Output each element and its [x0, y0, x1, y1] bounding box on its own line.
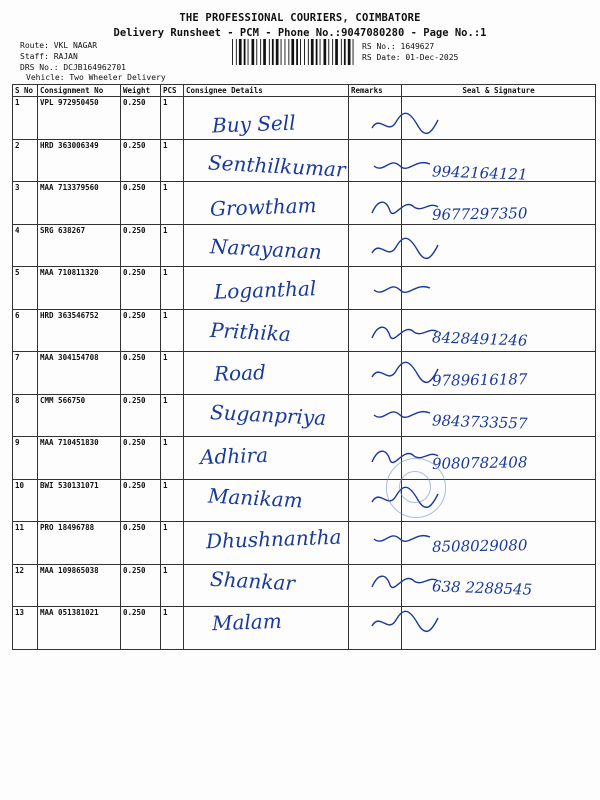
row-sno: 13 [13, 607, 38, 650]
row-pcs: 1 [161, 97, 184, 140]
row-pcs: 1 [161, 309, 184, 352]
consignee-handwritten-name: Growtham [209, 193, 317, 221]
row-sno: 12 [13, 564, 38, 607]
row-consignment-no: MAA 304154708 [38, 352, 121, 395]
row-weight: 0.250 [121, 394, 161, 437]
row-consignment-no: PRO 18496788 [38, 522, 121, 565]
signature-phone-note: 9080782408 [431, 453, 528, 473]
row-weight: 0.250 [121, 182, 161, 225]
rs-number: RS No.: 1649627 [362, 42, 435, 51]
row-sno: 2 [13, 139, 38, 182]
consignee-handwritten-name: Suganpriya [209, 399, 327, 430]
row-pcs: 1 [161, 607, 184, 650]
signature-scribble [370, 401, 440, 431]
company-title: THE PROFESSIONAL COURIERS, COIMBATORE [179, 12, 421, 24]
row-weight: 0.250 [121, 564, 161, 607]
signature-phone-note: 9789616187 [431, 370, 528, 390]
vehicle-label: Vehicle: Two Wheeler Delivery [26, 73, 166, 82]
table-row [13, 607, 596, 650]
signature-scribble [370, 193, 440, 223]
col-sno: S No [13, 85, 38, 97]
consignee-handwritten-name: Adhira [199, 442, 269, 470]
row-weight: 0.250 [121, 437, 161, 480]
row-consignment-no: MAA 109865038 [38, 564, 121, 607]
row-sno: 8 [13, 394, 38, 437]
row-sno: 10 [13, 479, 38, 522]
row-weight: 0.250 [121, 352, 161, 395]
signature-phone-note: 638 2288545 [431, 576, 533, 599]
row-pcs: 1 [161, 522, 184, 565]
company-seal-stamp [386, 458, 446, 518]
row-pcs: 1 [161, 437, 184, 480]
route-label: Route: VKL NAGAR [20, 41, 98, 50]
row-pcs: 1 [161, 352, 184, 395]
consignee-handwritten-name: Buy Sell [211, 110, 296, 138]
row-consignment-no: SRG 638267 [38, 224, 121, 267]
row-weight: 0.250 [121, 139, 161, 182]
consignee-handwritten-name: Road [213, 360, 267, 386]
row-sno: 9 [13, 437, 38, 480]
signature-scribble [370, 152, 440, 182]
row-pcs: 1 [161, 394, 184, 437]
row-weight: 0.250 [121, 267, 161, 310]
row-weight: 0.250 [121, 607, 161, 650]
consignee-handwritten-name: Manikam [207, 483, 304, 512]
consignee-handwritten-name: Dhushnantha [205, 524, 342, 554]
row-pcs: 1 [161, 224, 184, 267]
signature-phone-note: 9843733557 [431, 410, 528, 433]
row-sno: 11 [13, 522, 38, 565]
signature-scribble [370, 525, 440, 555]
row-weight: 0.250 [121, 309, 161, 352]
signature-phone-note: 9677297350 [431, 204, 528, 224]
row-sno: 3 [13, 182, 38, 225]
signature-phone-note: 8428491246 [431, 327, 528, 350]
signature-scribble [370, 359, 440, 389]
row-pcs: 1 [161, 139, 184, 182]
row-weight: 0.250 [121, 97, 161, 140]
col-consignment: Consignment No [38, 85, 121, 97]
table-header-row [13, 85, 596, 97]
row-weight: 0.250 [121, 224, 161, 267]
signature-scribble [370, 318, 440, 348]
row-consignment-no: MAA 051381021 [38, 607, 121, 650]
row-pcs: 1 [161, 479, 184, 522]
consignee-handwritten-name: Shankar [209, 566, 296, 595]
row-sno: 5 [13, 267, 38, 310]
row-consignment-no: MAA 710811320 [38, 267, 121, 310]
row-sno: 7 [13, 352, 38, 395]
consignee-handwritten-name: Prithika [209, 317, 292, 346]
barcode-graphic [232, 39, 358, 65]
staff-label: Staff: RAJAN [20, 52, 78, 61]
row-consignment-no: MAA 713379560 [38, 182, 121, 225]
row-sno: 1 [13, 97, 38, 140]
table-row [13, 97, 596, 140]
row-consignment-no: HRD 363006349 [38, 139, 121, 182]
col-weight: Weight [121, 85, 161, 97]
row-pcs: 1 [161, 182, 184, 225]
row-weight: 0.250 [121, 479, 161, 522]
row-pcs: 1 [161, 267, 184, 310]
col-consignee: Consignee Details [184, 85, 349, 97]
row-weight: 0.250 [121, 522, 161, 565]
row-consignment-no: MAA 710451830 [38, 437, 121, 480]
table-row [13, 479, 596, 522]
signature-scribble [370, 567, 440, 597]
signature-phone-note: 9942164121 [431, 161, 528, 184]
row-consignment-no: VPL 972950450 [38, 97, 121, 140]
signature-scribble [370, 235, 440, 265]
signature-scribble [370, 608, 440, 638]
row-consignment-no: HRD 363546752 [38, 309, 121, 352]
drs-number: DRS No.: DCJB164962701 [20, 63, 126, 72]
col-pcs: PCS [161, 85, 184, 97]
consignee-handwritten-name: Malam [211, 608, 283, 636]
col-signature: Seal & Signature [402, 85, 596, 97]
consignee-handwritten-name: Senthilkumar [207, 149, 347, 182]
col-remarks: Remarks [349, 85, 402, 97]
row-consignment-no: BWI 530131071 [38, 479, 121, 522]
consignee-handwritten-name: Loganthal [213, 276, 317, 304]
signature-scribble [370, 276, 440, 306]
runsheet-subtitle: Delivery Runsheet - PCM - Phone No.:9047080280 - Page No.:1 [113, 27, 487, 39]
signature-phone-note: 8508029080 [431, 536, 528, 556]
row-sno: 6 [13, 309, 38, 352]
row-consignment-no: CMM 566750 [38, 394, 121, 437]
row-pcs: 1 [161, 564, 184, 607]
rs-date: RS Date: 01-Dec-2025 [362, 53, 459, 62]
row-sno: 4 [13, 224, 38, 267]
consignee-handwritten-name: Narayanan [209, 233, 323, 264]
signature-scribble [370, 110, 440, 140]
